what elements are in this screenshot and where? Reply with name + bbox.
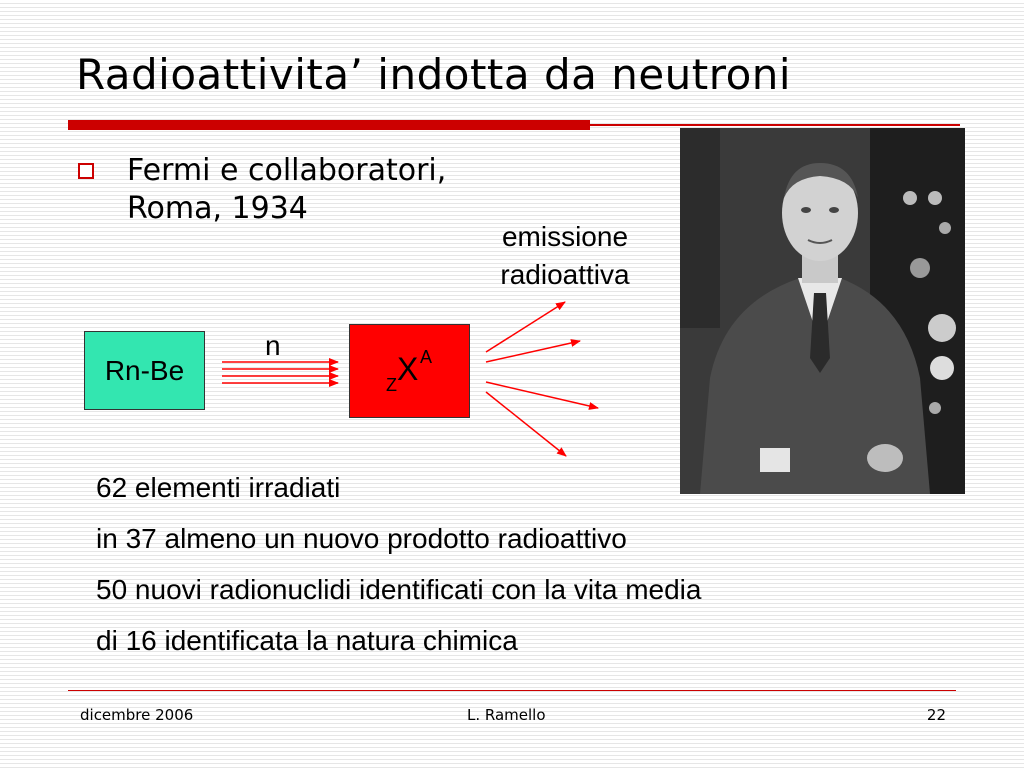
slide-title: Radioattivita’ indotta da neutroni [76,50,792,99]
emission-arrow-1 [486,302,565,352]
source-label: Rn-Be [104,354,185,386]
target-atomic-number: Z [386,375,397,395]
bullet-line-2: Roma, 1934 [127,191,308,226]
fact-line: in 37 almeno un nuovo prodotto radioattivo [96,523,627,554]
emission-arrow-4 [486,392,566,456]
emission-arrow-3 [486,382,598,408]
footer-author: L. Ramello [467,706,546,724]
emission-arrow-2 [486,341,580,362]
emission-arrows [486,302,598,456]
target-mass-number: A [420,347,433,367]
emission-line-1: emissione [501,221,629,252]
footer-page-number: 22 [926,706,946,724]
fact-line: di 16 identificata la natura chimica [96,625,518,656]
footer-date: dicembre 2006 [80,706,194,724]
fact-line: 50 nuovi radionuclidi identificati con la vita media [96,574,702,605]
bullet-line-1: Fermi e collaboratori, [127,153,447,188]
footer-divider [68,690,956,691]
neutron-beam-arrows [222,362,338,383]
fact-line: 62 elementi irradiati [96,472,341,503]
emission-line-2: radioattiva [500,259,630,290]
target-symbol: X [397,351,419,387]
neutron-label: n [265,330,281,361]
